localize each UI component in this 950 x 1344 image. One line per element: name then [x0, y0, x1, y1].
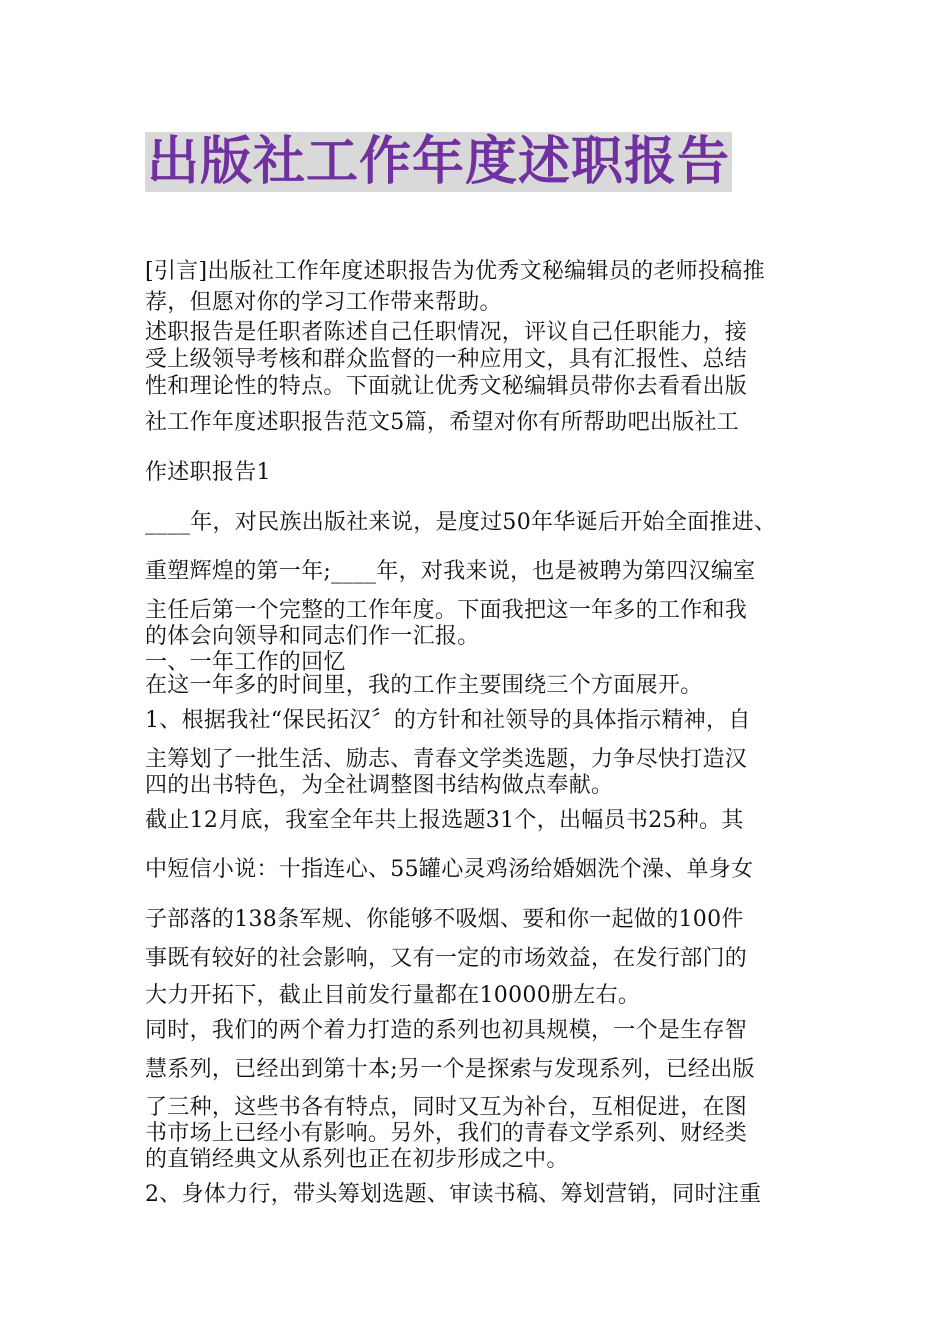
body-line: 1、根据我社“保民拓汉〞的方针和社领导的具体指示精神，自: [145, 708, 751, 733]
body-line: 主任后第一个完整的工作年度。下面我把这一年多的工作和我: [145, 598, 748, 623]
body-line: 2、身体力行，带头筹划选题、审读书稿、筹划营销，同时注重: [145, 1182, 762, 1207]
body-line: 荐，但愿对你的学习工作带来帮助。: [145, 290, 502, 315]
body-line: [引言]出版社工作年度述职报告为优秀文秘编辑员的老师投稿推: [145, 259, 765, 284]
body-line: 受上级领导考核和群众监督的一种应用文，具有汇报性、总结: [145, 347, 748, 372]
body-line: ____年，对民族出版社来说，是度过50年华诞后开始全面推进、: [145, 510, 777, 535]
body-line: 主筹划了一批生活、励志、青春文学类选题，力争尽快打造汉: [145, 747, 748, 772]
body-line: 中短信小说：十指连心、55罐心灵鸡汤给婚姻洗个澡、单身女: [145, 857, 754, 882]
body-line: 书市场上已经小有影响。另外，我们的青春文学系列、财经类: [145, 1121, 748, 1146]
body-line: 事既有较好的社会影响，又有一定的市场效益，在发行部门的: [145, 946, 748, 971]
body-line: 重塑辉煌的第一年;____年，对我来说，也是被聘为第四汉编室: [145, 559, 756, 584]
body-line: 子部落的138条军规、你能够不吸烟、要和你一起做的100件: [145, 907, 744, 932]
body-line: 述职报告是任职者陈述自己任职情况，评议自己任职能力，接: [145, 320, 748, 345]
body-line: 截止12月底，我室全年共上报选题31个，出幅员书25种。其: [145, 808, 744, 833]
body-line: 性和理论性的特点。下面就让优秀文秘编辑员带你去看看出版: [145, 374, 748, 399]
body-line: 大力开拓下，截止目前发行量都在10000册左右。: [145, 983, 641, 1008]
body-line: 的体会向领导和同志们作一汇报。: [145, 624, 480, 649]
section-heading: 一、一年工作的回忆: [145, 650, 346, 675]
body-line: 了三种，这些书各有特点，同时又互为补台，互相促进，在图: [145, 1095, 748, 1120]
body-line: 社工作年度述职报告范文5篇，希望对你有所帮助吧出版社工: [145, 410, 740, 435]
document-title: 出版社工作年度述职报告: [147, 132, 731, 192]
body-line: 同时，我们的两个着力打造的系列也初具规模，一个是生存智: [145, 1018, 748, 1043]
body-line: 的直销经典文从系列也正在初步形成之中。: [145, 1147, 569, 1172]
body-line: 在这一年多的时间里，我的工作主要围绕三个方面展开。: [145, 673, 703, 698]
body-line: 四的出书特色，为全社调整图书结构做点奉献。: [145, 773, 614, 798]
body-line: 慧系列，已经出到第十本;另一个是探索与发现系列，已经出版: [145, 1057, 755, 1082]
body-line: 作述职报告1: [145, 460, 271, 485]
